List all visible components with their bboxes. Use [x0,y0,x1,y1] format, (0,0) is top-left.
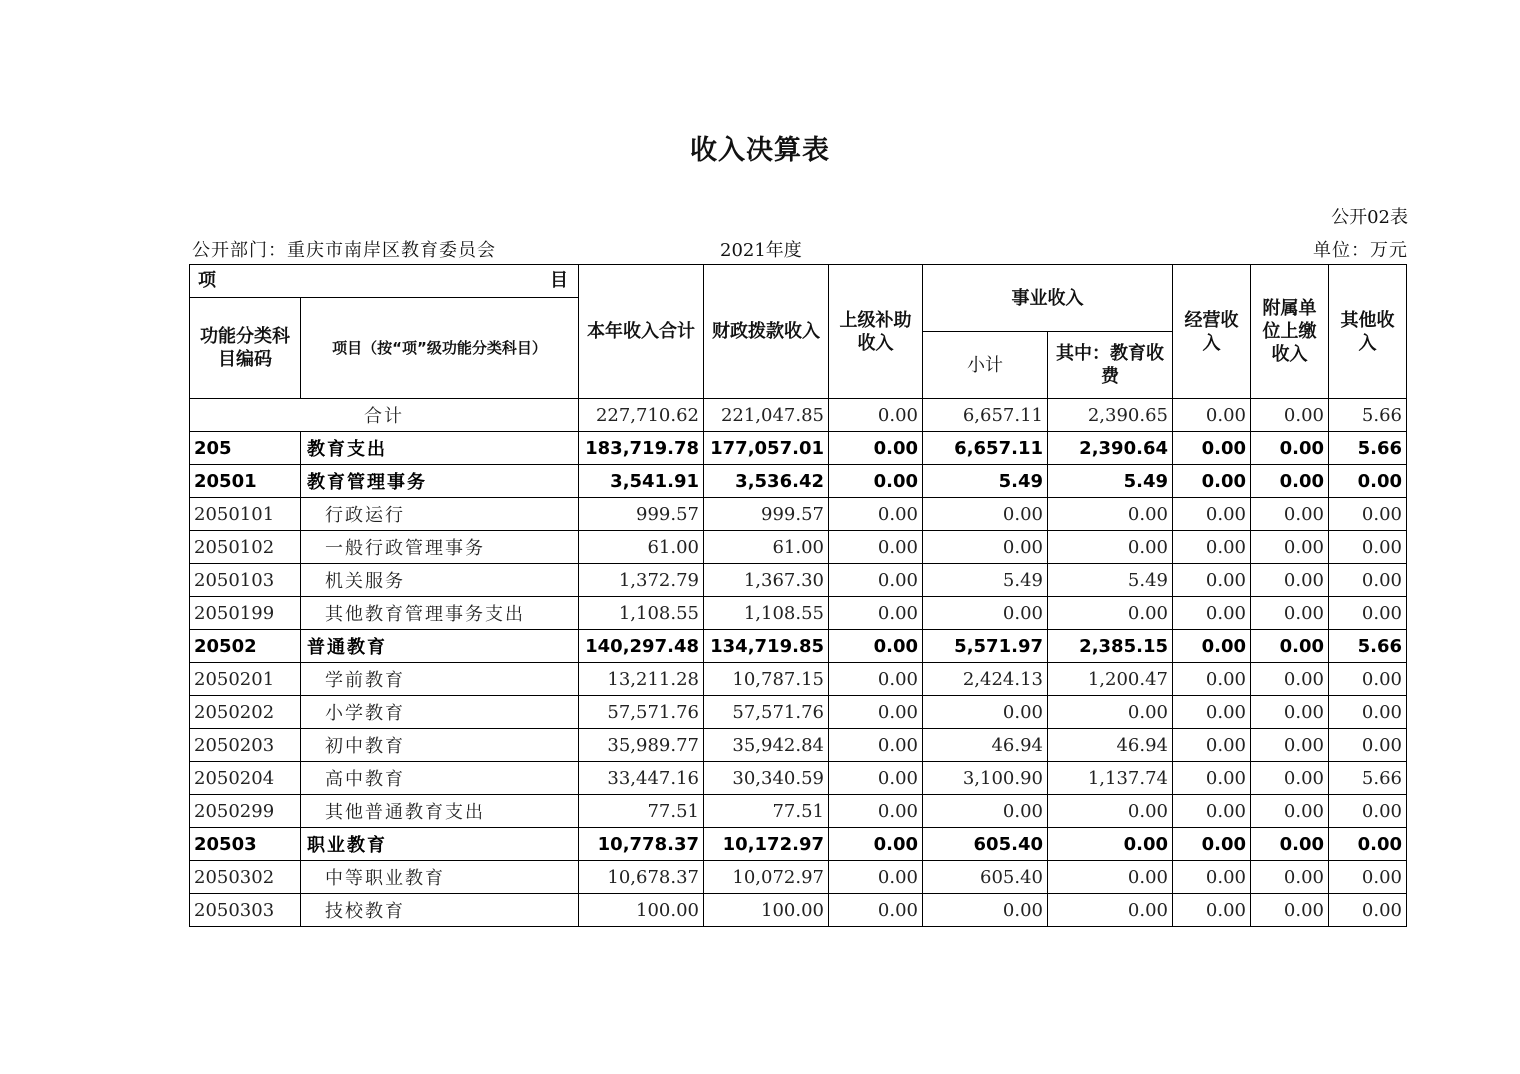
row-value: 0.00 [829,630,923,663]
row-value: 0.00 [923,696,1048,729]
row-value: 0.00 [1048,795,1173,828]
header-career-subtotal: 小计 [923,332,1048,399]
row-value: 30,340.59 [704,762,829,795]
row-value: 13,211.28 [579,663,704,696]
row-value: 5.49 [1048,465,1173,498]
row-value: 0.00 [1329,696,1407,729]
table-row [190,432,1407,465]
row-value: 0.00 [1173,894,1251,927]
row-code: 2050303 [190,894,301,927]
row-name: 教育管理事务 [301,465,579,498]
row-value: 1,372.79 [579,564,704,597]
income-table [189,264,1407,927]
row-name: 教育支出 [301,432,579,465]
row-code: 2050103 [190,564,301,597]
row-value: 77.51 [704,795,829,828]
row-code: 2050202 [190,696,301,729]
row-value: 0.00 [1329,894,1407,927]
row-value: 0.00 [1048,894,1173,927]
row-value: 0.00 [829,663,923,696]
table-row [190,795,1407,828]
header-item-left: 项 [198,270,216,291]
header-career: 事业收入 [923,265,1173,332]
row-value: 3,536.42 [704,465,829,498]
header-item-right: 目 [550,270,568,291]
row-value: 0.00 [1251,795,1329,828]
row-value: 5.66 [1329,432,1407,465]
table-row [190,762,1407,795]
total-value: 0.00 [1251,399,1329,432]
row-value: 0.00 [1251,861,1329,894]
row-value: 0.00 [923,795,1048,828]
row-value: 0.00 [1048,597,1173,630]
table-row [190,531,1407,564]
row-code: 205 [190,432,301,465]
row-value: 5.66 [1329,630,1407,663]
row-value: 5.49 [923,564,1048,597]
row-value: 0.00 [1251,696,1329,729]
row-value: 2,424.13 [923,663,1048,696]
row-value: 3,100.90 [923,762,1048,795]
row-value: 10,678.37 [579,861,704,894]
table-row [190,861,1407,894]
row-value: 2,385.15 [1048,630,1173,663]
row-value: 0.00 [1173,564,1251,597]
row-value: 0.00 [1329,861,1407,894]
row-value: 1,137.74 [1048,762,1173,795]
row-value: 0.00 [1173,531,1251,564]
row-value: 77.51 [579,795,704,828]
row-value: 0.00 [1251,729,1329,762]
row-value: 0.00 [1329,795,1407,828]
header-business: 经营收入 [1173,265,1251,399]
row-value: 10,072.97 [704,861,829,894]
row-value: 35,989.77 [579,729,704,762]
row-value: 0.00 [1251,432,1329,465]
row-value: 0.00 [1173,432,1251,465]
header-item [190,265,579,298]
row-value: 0.00 [1329,498,1407,531]
row-value: 57,571.76 [579,696,704,729]
row-name: 其他普通教育支出 [301,795,579,828]
row-value: 1,367.30 [704,564,829,597]
report-title: 收入决算表 [690,135,830,166]
row-value: 0.00 [1173,795,1251,828]
row-value: 0.00 [1329,729,1407,762]
header-other: 其他收入 [1329,265,1407,399]
row-name: 技校教育 [301,894,579,927]
row-value: 1,108.55 [704,597,829,630]
row-name: 普通教育 [301,630,579,663]
row-value: 0.00 [1173,630,1251,663]
department-label: 公开部门：重庆市南岸区教育委员会 [192,240,496,261]
row-value: 5.49 [923,465,1048,498]
total-label: 合计 [190,399,579,432]
row-value: 183,719.78 [579,432,704,465]
row-value: 0.00 [1173,498,1251,531]
row-value: 0.00 [1329,564,1407,597]
row-value: 999.57 [579,498,704,531]
row-value: 0.00 [1251,663,1329,696]
row-value: 0.00 [1048,531,1173,564]
row-value: 10,778.37 [579,828,704,861]
row-value: 2,390.64 [1048,432,1173,465]
header-superior: 上级补助收入 [829,265,923,399]
row-code: 20501 [190,465,301,498]
table-row [190,663,1407,696]
row-code: 2050101 [190,498,301,531]
total-value: 6,657.11 [923,399,1048,432]
row-code: 20503 [190,828,301,861]
row-value: 1,108.55 [579,597,704,630]
row-value: 0.00 [829,729,923,762]
row-value: 0.00 [829,828,923,861]
row-value: 0.00 [1173,465,1251,498]
header-affiliated: 附属单位上缴收入 [1251,265,1329,399]
row-value: 0.00 [1329,828,1407,861]
row-value: 0.00 [829,861,923,894]
row-value: 0.00 [1329,663,1407,696]
row-code: 2050203 [190,729,301,762]
row-name: 高中教育 [301,762,579,795]
row-value: 0.00 [1173,696,1251,729]
row-value: 100.00 [704,894,829,927]
row-value: 0.00 [1173,663,1251,696]
header-name: 项目（按“项”级功能分类科目） [301,298,579,399]
row-code: 2050102 [190,531,301,564]
row-value: 0.00 [1251,597,1329,630]
row-value: 10,787.15 [704,663,829,696]
row-value: 0.00 [1251,894,1329,927]
row-value: 0.00 [1329,465,1407,498]
row-value: 0.00 [1173,762,1251,795]
row-code: 2050199 [190,597,301,630]
row-name: 其他教育管理事务支出 [301,597,579,630]
row-value: 0.00 [1329,597,1407,630]
row-value: 46.94 [1048,729,1173,762]
row-value: 35,942.84 [704,729,829,762]
row-name: 一般行政管理事务 [301,531,579,564]
row-value: 0.00 [1048,828,1173,861]
row-value: 5.49 [1048,564,1173,597]
row-value: 33,447.16 [579,762,704,795]
row-code: 2050302 [190,861,301,894]
row-value: 0.00 [829,696,923,729]
row-value: 0.00 [923,597,1048,630]
row-name: 机关服务 [301,564,579,597]
row-value: 0.00 [1048,498,1173,531]
row-name: 小学教育 [301,696,579,729]
row-value: 0.00 [829,465,923,498]
row-value: 1,200.47 [1048,663,1173,696]
row-value: 0.00 [923,498,1048,531]
row-value: 0.00 [829,531,923,564]
table-row [190,564,1407,597]
row-value: 0.00 [829,498,923,531]
table-row [190,630,1407,663]
row-value: 0.00 [1173,861,1251,894]
table-row [190,828,1407,861]
table-row [190,597,1407,630]
row-value: 0.00 [1251,630,1329,663]
row-value: 140,297.48 [579,630,704,663]
row-value: 5.66 [1329,762,1407,795]
total-value: 5.66 [1329,399,1407,432]
row-value: 0.00 [1329,531,1407,564]
row-value: 6,657.11 [923,432,1048,465]
row-value: 0.00 [1251,762,1329,795]
table-row [190,498,1407,531]
form-number: 公开02表 [1331,207,1408,228]
row-value: 61.00 [579,531,704,564]
row-value: 605.40 [923,828,1048,861]
header-career-edu-fee: 其中：教育收费 [1048,332,1173,399]
row-value: 0.00 [1173,828,1251,861]
row-value: 0.00 [923,531,1048,564]
total-value: 221,047.85 [704,399,829,432]
row-value: 0.00 [829,597,923,630]
row-value: 0.00 [1251,531,1329,564]
row-value: 3,541.91 [579,465,704,498]
row-value: 0.00 [829,894,923,927]
row-value: 0.00 [923,894,1048,927]
row-value: 0.00 [1251,828,1329,861]
row-value: 0.00 [829,432,923,465]
table-row [190,696,1407,729]
row-value: 61.00 [704,531,829,564]
total-value: 2,390.65 [1048,399,1173,432]
row-name: 行政运行 [301,498,579,531]
row-value: 46.94 [923,729,1048,762]
row-value: 0.00 [1251,465,1329,498]
row-value: 57,571.76 [704,696,829,729]
row-value: 999.57 [704,498,829,531]
row-value: 0.00 [1173,729,1251,762]
row-value: 0.00 [1251,564,1329,597]
row-code: 2050299 [190,795,301,828]
row-value: 177,057.01 [704,432,829,465]
row-code: 2050201 [190,663,301,696]
row-value: 0.00 [829,762,923,795]
header-fiscal: 财政拨款收入 [704,265,829,399]
total-value: 0.00 [829,399,923,432]
row-value: 0.00 [1048,861,1173,894]
row-value: 10,172.97 [704,828,829,861]
row-value: 605.40 [923,861,1048,894]
total-value: 227,710.62 [579,399,704,432]
table-row [190,729,1407,762]
row-name: 初中教育 [301,729,579,762]
row-name: 中等职业教育 [301,861,579,894]
row-value: 0.00 [1251,498,1329,531]
total-value: 0.00 [1173,399,1251,432]
row-value: 0.00 [1048,696,1173,729]
row-value: 134,719.85 [704,630,829,663]
row-value: 0.00 [829,795,923,828]
table-row [190,894,1407,927]
row-value: 0.00 [1173,597,1251,630]
row-code: 2050204 [190,762,301,795]
header-code: 功能分类科目编码 [190,298,301,399]
total-row [190,399,1407,432]
table-row [190,465,1407,498]
row-value: 0.00 [829,564,923,597]
row-name: 职业教育 [301,828,579,861]
row-code: 20502 [190,630,301,663]
row-value: 100.00 [579,894,704,927]
row-value: 5,571.97 [923,630,1048,663]
row-name: 学前教育 [301,663,579,696]
fiscal-year: 2021年度 [720,240,802,261]
header-total: 本年收入合计 [579,265,704,399]
unit-label: 单位：万元 [1313,240,1408,261]
